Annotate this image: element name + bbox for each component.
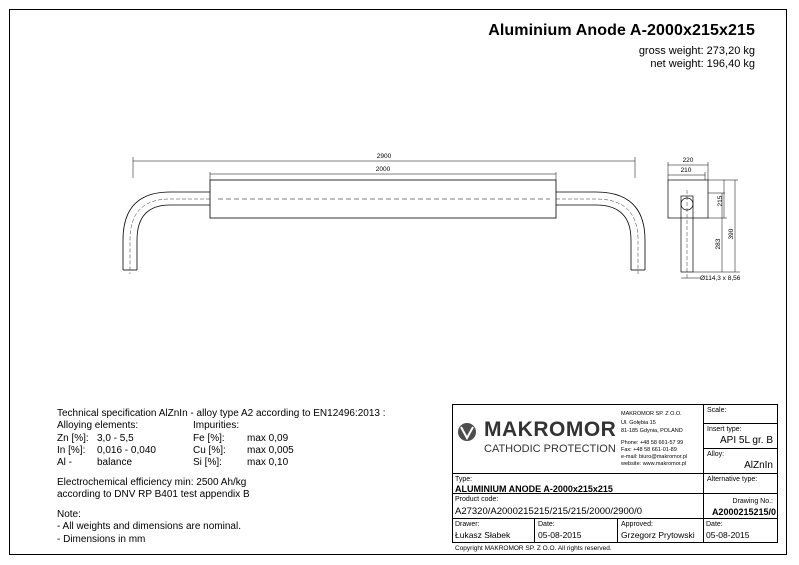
dimension-body-length — [210, 172, 556, 180]
dim-width-inner: 210 — [680, 167, 692, 174]
company-fax: Fax: +48 58 661-01-89 — [621, 447, 677, 453]
date-label: Date: — [706, 521, 723, 528]
drawer-label: Drawer: — [455, 521, 480, 528]
spec-row-imp-val: max 0,09 — [247, 433, 289, 444]
approved-label: Approved: — [621, 521, 653, 528]
spec-row-val: balance — [97, 457, 133, 468]
dim-body-length: 2000 — [375, 166, 391, 173]
efficiency-line1: Electrochemical efficiency min: 2500 Ah/kg — [57, 477, 247, 488]
insert-type-value: API 5L gr. B — [720, 435, 773, 446]
copyright: Copyright MAKROMOR SP. Z O.O. All rights reserved. — [455, 545, 612, 552]
net-weight: net weight: 196,40 kg — [650, 58, 755, 70]
dim-height-core: 283 — [715, 238, 722, 250]
date-value: 05-08-2015 — [538, 530, 582, 540]
note-heading: Note: — [57, 509, 81, 520]
alloying-label: Alloying elements: — [57, 420, 139, 431]
date-label: Date: — [538, 521, 555, 528]
efficiency-line2: according to DNV RP B401 test appendix B — [57, 489, 250, 500]
impurities-label: Impurities: — [193, 420, 240, 431]
spec-heading: Technical specification AlZnIn - alloy type A2 according to EN12496:2013 : — [57, 408, 386, 419]
type-value: ALUMINIUM ANODE A-2000x215x215 — [455, 484, 613, 494]
note-1: - All weights and dimensions are nominal. — [57, 521, 241, 532]
alloy-value: AlZnIn — [744, 460, 773, 471]
spec-row-el: In [%]: — [57, 445, 86, 456]
spec-row-imp-val: max 0,10 — [247, 457, 289, 468]
spec-row-imp-val: max 0,005 — [247, 445, 294, 456]
note-2: - Dimensions in mm — [57, 534, 146, 545]
dim-overall-length: 2900 — [376, 153, 392, 160]
company-website[interactable]: website: www.makromor.pl — [621, 461, 687, 467]
product-code-label: Product code: — [455, 496, 499, 503]
company-street: Ul. Gołębia 15 — [621, 420, 656, 426]
drawer-value: Łukasz Słabek — [455, 530, 511, 540]
company-phone: Phone: +48 58 661-57 99 — [621, 440, 684, 446]
drawing-no-label: Drawing No.: — [732, 498, 773, 505]
alt-type-label: Alternative type: — [707, 476, 758, 483]
company-email[interactable]: e-mail: biuro@makromor.pl — [621, 454, 688, 460]
dim-height-body: 215 — [717, 195, 724, 207]
spec-row-el: Zn [%]: — [57, 433, 89, 444]
insert-type-label: Insert type: — [707, 426, 742, 433]
gross-weight: gross weight: 273,20 kg — [638, 45, 755, 57]
spec-row-imp: Si [%]: — [193, 457, 222, 468]
approved-value: Grzegorz Prytowski — [621, 530, 695, 540]
company-name: MAKROMOR SP. Z O.O. — [621, 411, 682, 417]
spec-row-imp: Cu [%]: — [193, 445, 226, 456]
company-city: 81-185 Gdynia, POLAND — [621, 428, 683, 434]
drawing-no-value: A2000215215/0 — [711, 507, 776, 517]
spec-row-val: 3,0 - 5,5 — [97, 433, 134, 444]
dim-width-outer: 220 — [682, 157, 694, 164]
brand-name: MAKROMOR — [484, 418, 617, 441]
scale-label: Scale: — [707, 407, 727, 414]
drawing-title: Aluminium Anode A-2000x215x215 — [488, 22, 755, 39]
spec-row-val: 0,016 - 0,040 — [97, 445, 156, 456]
side-view — [668, 162, 740, 278]
dim-core-pipe: Ø114,3 x 8,56 — [700, 275, 741, 282]
spec-row-el: Al - — [57, 457, 72, 468]
left-core-pipe — [123, 192, 210, 274]
brand-subtitle: CATHODIC PROTECTION — [484, 443, 616, 455]
alloy-label: Alloy: — [707, 451, 725, 458]
product-code-value: A27320/A2000215215/215/215/2000/2900/0 — [455, 506, 643, 517]
type-label: Type: — [455, 476, 473, 483]
right-core-pipe — [556, 192, 645, 274]
date-value: 05-08-2015 — [706, 530, 750, 540]
dim-height-total: 390 — [728, 228, 735, 240]
spec-row-imp: Fe [%]: — [193, 433, 225, 444]
